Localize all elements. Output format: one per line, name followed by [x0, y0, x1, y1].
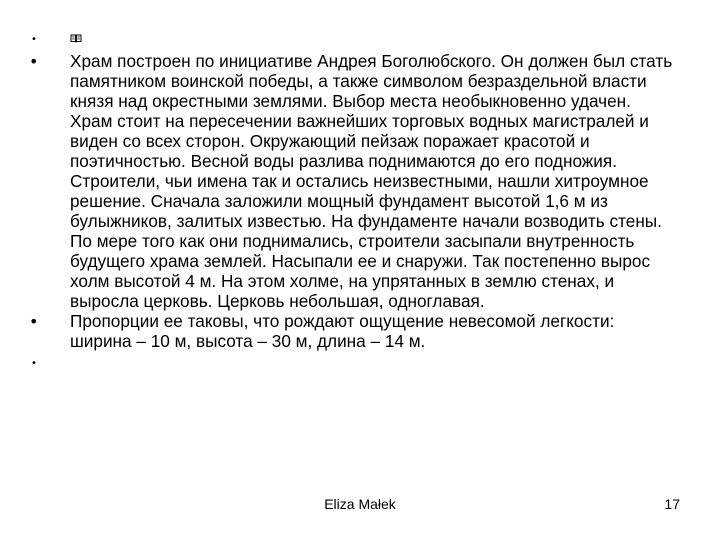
book-icon: [70, 30, 82, 40]
bullet-marker: •: [31, 34, 37, 45]
bullet-item-proportions: [28, 312, 678, 352]
page-number: 17: [664, 496, 680, 512]
footer-author: Eliza Małek: [324, 496, 396, 512]
bullet-text: Пропорции ее таковы, что рождают ощущение невесомой легкости: ширина – 10 м, высота – 30 м, длина – 14 м.: [70, 311, 615, 351]
bullet-text: Храм построен по инициативе Андрея Боголюбского. Он должен был стать памятником воинской победы, а также символом безраздельной власти князя над окрестными землями. Выбор места необыкновенно удачен. Храм стоит на пересечении важнейших торговых водных магистралей и виден со всех сторон. Окружающий пейзаж поражает красотой и поэтичностью. Весной воды разлива поднимаются до его подножия. Строители, чьи имена так и остались неизвестными, нашли хитроумное решение. Сначала заложили мощный фундамент высотой 1,6 м из булыжников, залитых известью. На фундаменте начали возводить стены. По мере того как они поднимались, строители засыпали внутренность будущего храма землей. Насыпали ее и снаружи. Так постепенно вырос холм высотой 4 м. На этом холме, на упрятанных в землю стенах, и выросла церковь. Церковь небольшая, одноглавая.: [70, 51, 673, 311]
bullet-item-history: [28, 52, 678, 312]
bullet-item-icon: [28, 28, 678, 52]
bullet-marker: •: [31, 358, 37, 369]
bullet-marker: •: [29, 312, 39, 331]
bullet-item-empty: [28, 352, 678, 376]
bullet-list: [28, 28, 678, 376]
bullet-marker: •: [29, 52, 39, 71]
